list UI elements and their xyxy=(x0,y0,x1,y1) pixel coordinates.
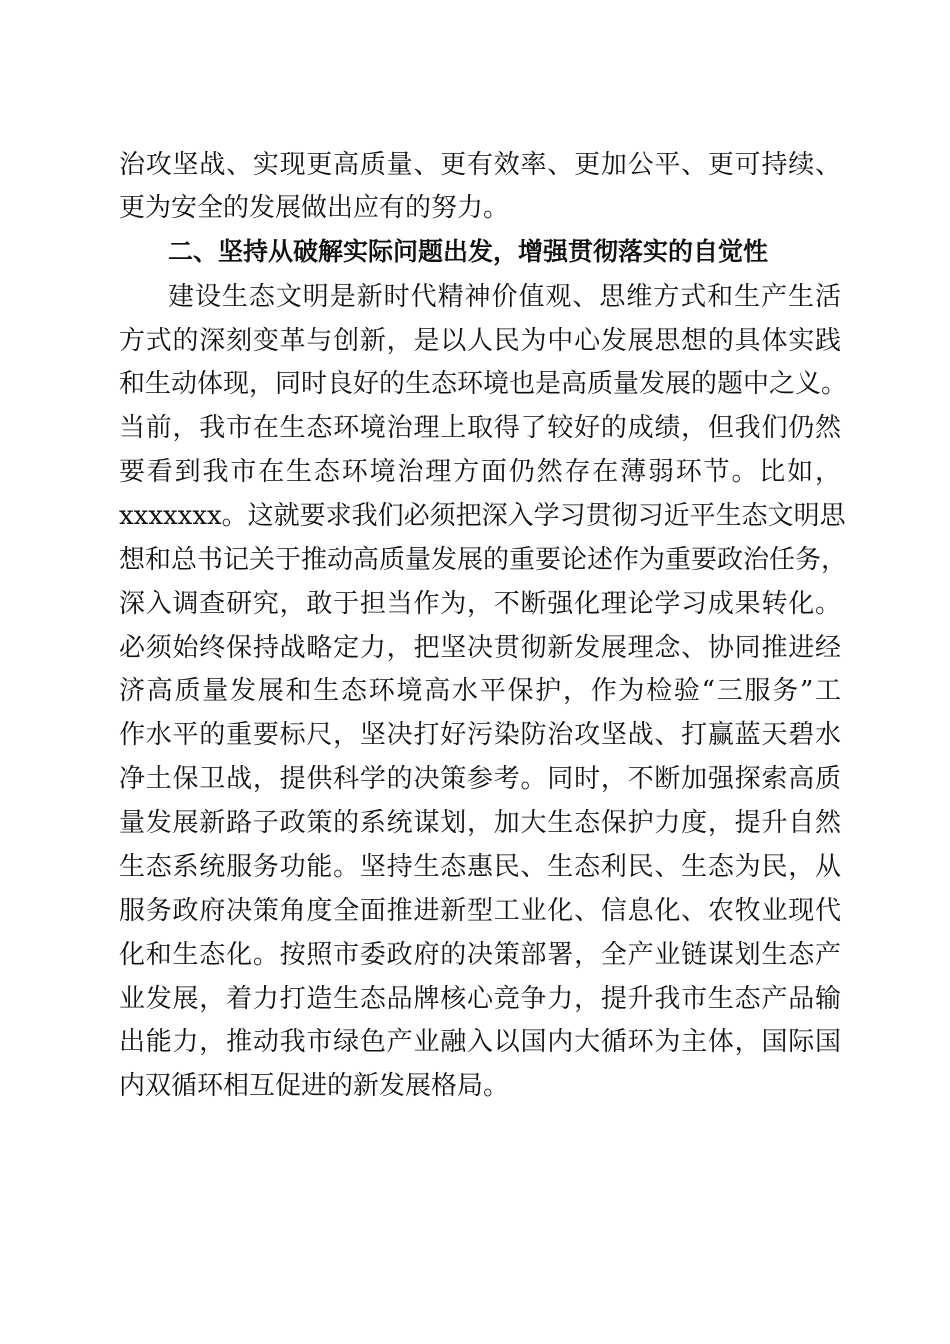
paragraph-line: 当前，我市在生态环境治理上取得了较好的成绩，但我们仍然 xyxy=(119,413,841,443)
paragraph-line: 方式的深刻变革与创新，是以人民为中心发展思想的具体实践 xyxy=(119,326,841,356)
paragraph-line: 想和总书记关于推动高质量发展的重要论述作为重要政治任务， xyxy=(119,545,848,575)
paragraph-line: 净土保卫战，提供科学的决策参考。同时，不断加强探索高质 xyxy=(119,764,841,794)
paragraph-line: 业发展，着力打造生态品牌核心竞争力，提升我市生态产品输 xyxy=(119,984,841,1014)
paragraph-line: xxxxxxx。这就要求我们必须把深入学习贯彻习近平生态文明思 xyxy=(119,501,846,531)
paragraph-line: 内双循环相互促进的新发展格局。 xyxy=(119,1071,510,1101)
paragraph-line: 和生动体现，同时良好的生态环境也是高质量发展的题中之义。 xyxy=(119,369,848,399)
paragraph-line: 服务政府决策角度全面推进新型工业化、信息化、农牧业现代 xyxy=(119,896,841,926)
paragraph-line: 量发展新路子政策的系统谋划，加大生态保护力度，提升自然 xyxy=(119,808,841,838)
paragraph-line: 深入调查研究，敢于担当作为，不断强化理论学习成果转化。 xyxy=(119,589,841,619)
paragraph-line: 必须始终保持战略定力，把坚决贯彻新发展理念、协同推进经 xyxy=(119,633,841,663)
paragraph-line: 济高质量发展和生态环境高水平保护，作为检验“三服务”工 xyxy=(119,676,841,706)
paragraph-line: 生态系统服务功能。坚持生态惠民、生态利民、生态为民，从 xyxy=(119,852,841,882)
paragraph-line: 建设生态文明是新时代精神价值观、思维方式和生产生活 xyxy=(168,282,841,312)
paragraph-line: 出能力，推动我市绿色产业融入以国内大循环为主体，国际国 xyxy=(119,1027,841,1057)
paragraph-line: 化和生态化。按照市委政府的决策部署，全产业链谋划生态产 xyxy=(119,940,841,970)
paragraph-line: 作水平的重要标尺，坚决打好污染防治攻坚战、打赢蓝天碧水 xyxy=(119,720,841,750)
paragraph-line: 要看到我市在生态环境治理方面仍然存在薄弱环节。比如， xyxy=(119,457,841,487)
paragraph-line: 治攻坚战、实现更高质量、更有效率、更加公平、更可持续、 xyxy=(119,150,841,180)
paragraph-line: 更为安全的发展做出应有的努力。 xyxy=(119,193,510,223)
section-heading: 二、坚持从破解实际问题出发，增强贯彻落实的自觉性 xyxy=(168,237,769,266)
